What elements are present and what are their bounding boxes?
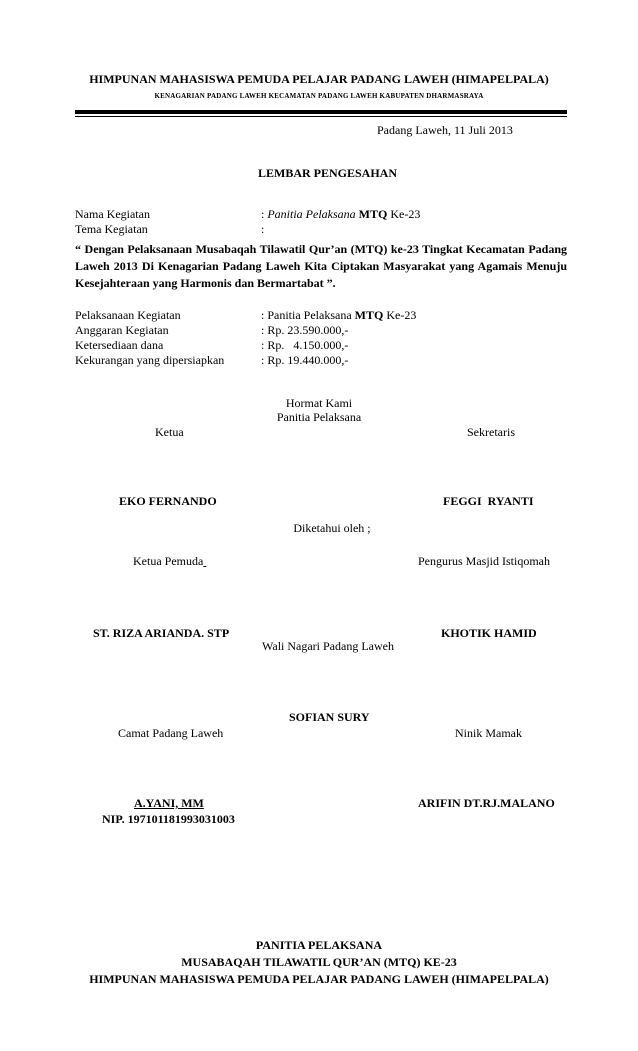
sekretaris-name: FEGGI RYANTI xyxy=(443,494,534,508)
anggaran-label: Anggaran Kegiatan xyxy=(75,323,169,337)
tema-text: “ Dengan Pelaksanaan Musabaqah Tilawatil Qur’an (MTQ) ke-23 Tingkat Kecamatan Padang Laweh 2013 Di Kenagarian Padang Laweh Kita Ciptakan Masyarakat yang Agamais Menuju Kesejahteraan yang Harmonis dan Bermartabat ”. xyxy=(75,242,567,290)
details-block xyxy=(75,308,416,368)
ketersediaan-label: Ketersediaan dana xyxy=(75,338,164,352)
letterhead-org: HIMPUNAN MAHASISWA PEMUDA PELAJAR PADANG LAWEH (HIMAPELPALA) xyxy=(89,72,549,86)
pelaksana-row xyxy=(75,308,416,323)
hormat-kami: Hormat Kami xyxy=(285,396,353,410)
wali-name: SOFIAN SURY xyxy=(289,710,370,724)
nama-kegiatan-row xyxy=(75,207,420,222)
letterhead-address: KENAGARIAN PADANG LAWEH KECAMATAN PADANG LAWEH KABUPATEN DHARMASRAYA xyxy=(154,92,484,100)
nama-italic: Panitia Pelaksana xyxy=(267,207,356,221)
pelaksana-value xyxy=(261,308,416,323)
sekretaris-role: Sekretaris xyxy=(467,425,515,439)
letterhead-rule-thin xyxy=(75,116,567,117)
anggaran-value: : Rp. 23.590.000,- xyxy=(261,323,349,337)
footer-line2: MUSABAQAH TILAWATIL QUR’AN (MTQ) KE-23 xyxy=(181,955,457,969)
ketua-pemuda-role xyxy=(133,554,206,569)
kegiatan-block xyxy=(75,207,420,237)
kekurangan-label: Kekurangan yang dipersiapkan xyxy=(75,353,225,367)
ketersediaan-row xyxy=(75,338,416,353)
ketua-pemuda-role-text: Ketua Pemuda xyxy=(133,554,204,568)
wali-role: Wali Nagari Padang Laweh xyxy=(262,639,394,653)
tema-kegiatan-label: Tema Kegiatan xyxy=(75,222,148,236)
panitia-pelaksana: Panitia Pelaksana xyxy=(276,410,362,424)
nama-kegiatan-value xyxy=(261,207,420,222)
ninik-role: Ninik Mamak xyxy=(455,726,522,740)
camat-name: A.YANI, MM xyxy=(134,796,204,810)
pelaksana-bold: MTQ xyxy=(354,308,384,322)
footer-line3: HIMPUNAN MAHASISWA PEMUDA PELAJAR PADANG LAWEH (HIMAPELPALA) xyxy=(89,972,549,986)
place-date: Padang Laweh, 11 Juli 2013 xyxy=(377,123,513,137)
nama-prefix: : xyxy=(261,207,268,221)
ninik-name: ARIFIN DT.RJ.MALANO xyxy=(418,796,555,810)
diketahui-oleh: Diketahui oleh ; xyxy=(293,521,371,535)
ketua-name: EKO FERNANDO xyxy=(119,494,217,508)
camat-role: Camat Padang Laweh xyxy=(118,726,224,740)
pelaksana-label: Pelaksanaan Kegiatan xyxy=(75,308,181,322)
nama-suffix: Ke-23 xyxy=(387,207,421,221)
pelaksana-prefix: : Panitia Pelaksana xyxy=(261,308,355,322)
kekurangan-value: : Rp. 19.440.000,- xyxy=(261,353,349,367)
nama-bold: MTQ xyxy=(358,207,388,221)
pengurus-name: KHOTIK HAMID xyxy=(441,626,537,640)
camat-nip: NIP. 197101181993031003 xyxy=(102,812,235,826)
tema-kegiatan-colon: : xyxy=(261,222,265,236)
pengurus-role: Pengurus Masjid Istiqomah xyxy=(418,554,550,568)
pelaksana-suffix: Ke-23 xyxy=(383,308,417,322)
tema-kegiatan-row xyxy=(75,222,420,237)
doc-title: LEMBAR PENGESAHAN xyxy=(258,166,398,180)
kekurangan-row xyxy=(75,353,416,368)
anggaran-row xyxy=(75,323,416,338)
nama-kegiatan-label: Nama Kegiatan xyxy=(75,207,150,221)
ketua-role: Ketua xyxy=(155,425,184,439)
ketersediaan-value: : Rp. 4.150.000,- xyxy=(261,338,349,352)
footer-line1: PANITIA PELAKSANA xyxy=(255,938,383,952)
letterhead-rule-thick xyxy=(75,110,567,114)
ketua-pemuda-name: ST. RIZA ARIANDA. STP xyxy=(93,626,230,640)
